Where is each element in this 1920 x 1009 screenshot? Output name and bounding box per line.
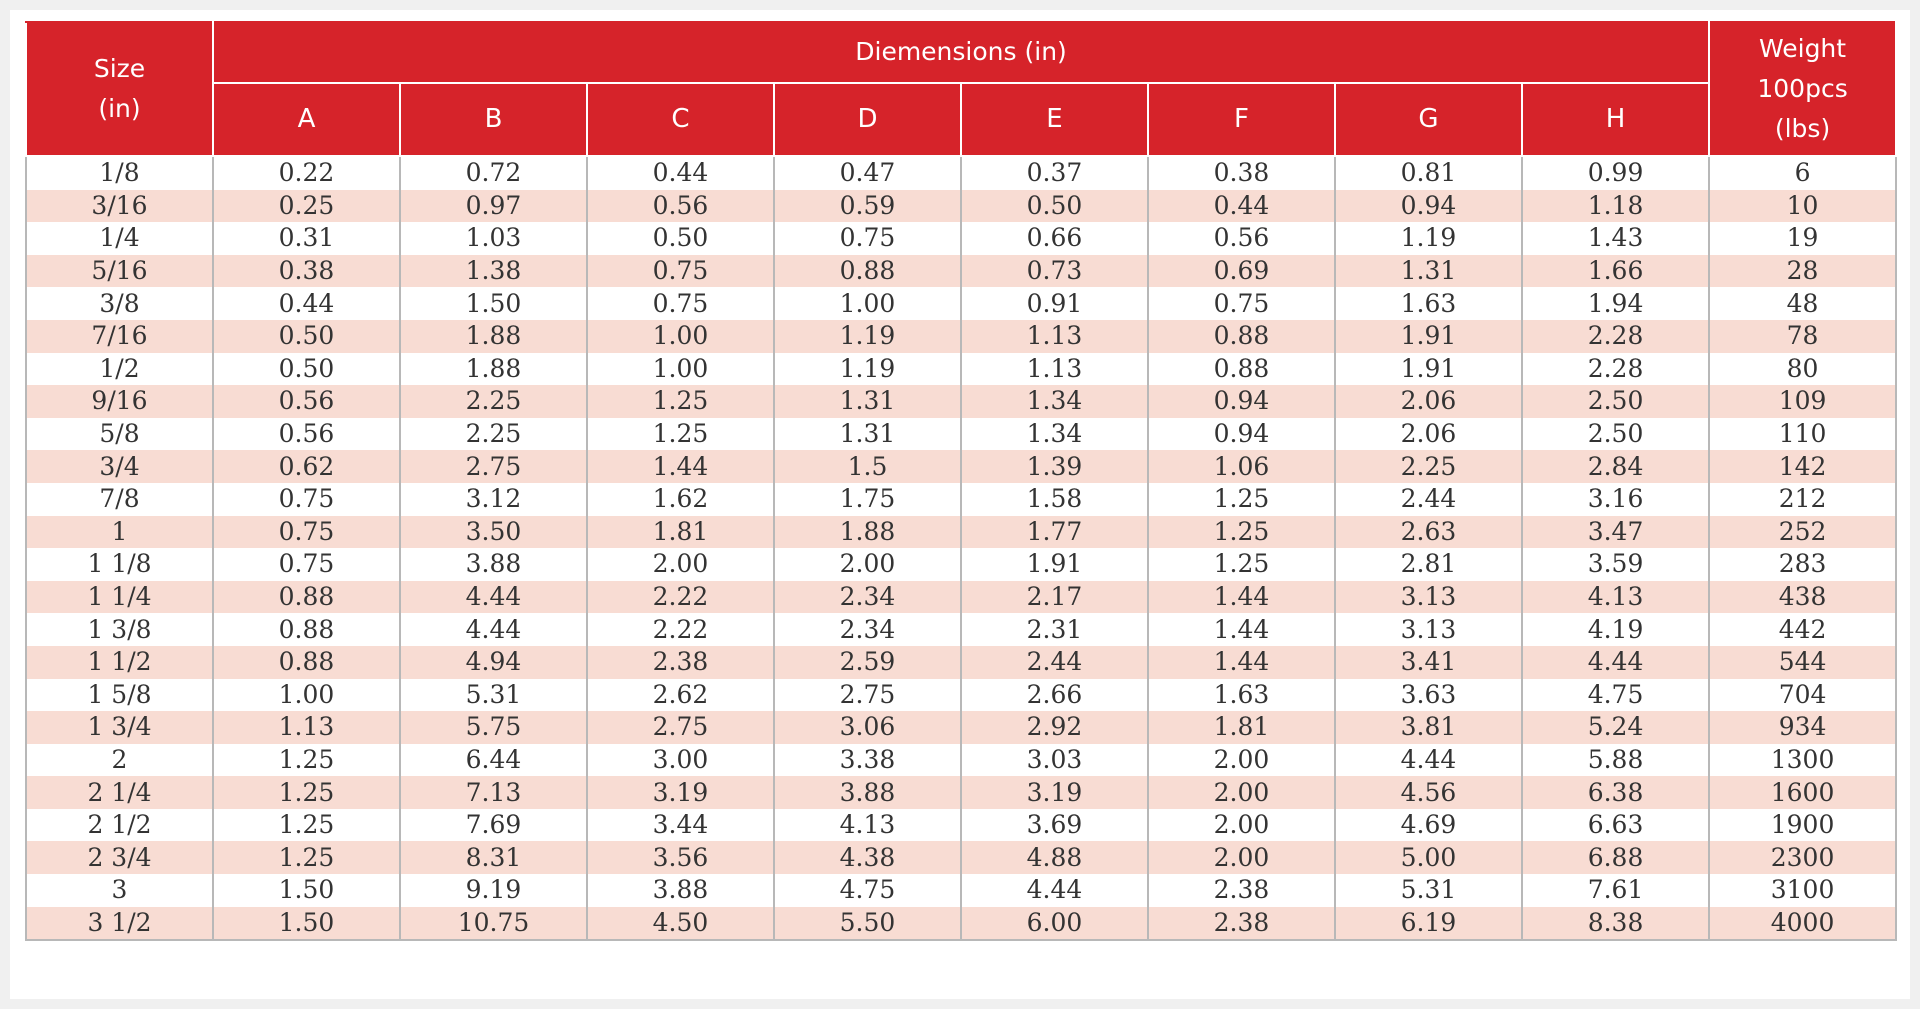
table-row (26, 874, 1896, 907)
table-cell: 2.44 (961, 646, 1148, 679)
table-cell: 3 (26, 874, 213, 907)
table-cell: 0.88 (1148, 353, 1335, 386)
table-cell: 1.25 (213, 776, 400, 809)
table-cell: 3.47 (1522, 516, 1709, 549)
table-cell: 1.91 (1335, 320, 1522, 353)
dimension-header-d: D (774, 83, 961, 156)
table-cell: 0.99 (1522, 156, 1709, 190)
table-cell: 1.5 (774, 450, 961, 483)
table-row (26, 450, 1896, 483)
table-cell: 4.50 (587, 907, 774, 941)
table-cell: 0.25 (213, 190, 400, 223)
table-cell: 6.44 (400, 744, 587, 777)
table-cell: 1.25 (213, 841, 400, 874)
weight-header-line1: Weight (1758, 34, 1847, 63)
table-cell: 3.19 (587, 776, 774, 809)
table-cell: 2.63 (1335, 516, 1522, 549)
table-cell: 2300 (1709, 841, 1896, 874)
table-cell: 0.72 (400, 156, 587, 190)
table-row (26, 809, 1896, 842)
table-cell: 4.75 (774, 874, 961, 907)
table-cell: 0.50 (213, 320, 400, 353)
table-cell: 0.50 (213, 353, 400, 386)
table-cell: 1.13 (961, 353, 1148, 386)
table-cell: 3100 (1709, 874, 1896, 907)
table-cell: 3.00 (587, 744, 774, 777)
table-cell: 7.69 (400, 809, 587, 842)
table-cell: 3/8 (26, 287, 213, 320)
table-cell: 1/4 (26, 222, 213, 255)
table-cell: 3.16 (1522, 483, 1709, 516)
table-row (26, 581, 1896, 614)
table-cell: 0.88 (213, 581, 400, 614)
table-cell: 8.31 (400, 841, 587, 874)
table-cell: 1.44 (1148, 613, 1335, 646)
table-cell: 212 (1709, 483, 1896, 516)
table-cell: 48 (1709, 287, 1896, 320)
table-cell: 934 (1709, 711, 1896, 744)
table-row (26, 222, 1896, 255)
table-cell: 1.58 (961, 483, 1148, 516)
table-cell: 9/16 (26, 385, 213, 418)
weight-column-header (1709, 22, 1896, 156)
table-cell: 0.38 (1148, 156, 1335, 190)
table-row (26, 287, 1896, 320)
table-cell: 1.88 (400, 320, 587, 353)
table-row (26, 548, 1896, 581)
table-cell: 1.34 (961, 418, 1148, 451)
table-row (26, 353, 1896, 386)
table-row (26, 776, 1896, 809)
table-cell: 4.69 (1335, 809, 1522, 842)
dimensions-group-header: Diemensions (in) (213, 22, 1709, 83)
table-cell: 2.00 (774, 548, 961, 581)
table-cell: 1.25 (1148, 483, 1335, 516)
table-cell: 1/8 (26, 156, 213, 190)
table-cell: 2.31 (961, 613, 1148, 646)
dimension-header-h: H (1522, 83, 1709, 156)
table-cell: 109 (1709, 385, 1896, 418)
dimensions-table (25, 21, 1897, 941)
table-cell: 0.75 (587, 255, 774, 288)
weight-header-line3: (lbs) (1774, 114, 1831, 143)
weight-header-line2: 100pcs (1757, 74, 1848, 103)
table-cell: 2 1/2 (26, 809, 213, 842)
dimension-header-a: A (213, 83, 400, 156)
table-cell: 4.88 (961, 841, 1148, 874)
table-row (26, 613, 1896, 646)
table-cell: 1.88 (774, 516, 961, 549)
table-cell: 1 1/2 (26, 646, 213, 679)
table-cell: 3.81 (1335, 711, 1522, 744)
table-cell: 0.88 (213, 646, 400, 679)
table-cell: 19 (1709, 222, 1896, 255)
table-cell: 0.75 (1148, 287, 1335, 320)
table-cell: 5.31 (400, 679, 587, 712)
table-cell: 1.25 (213, 809, 400, 842)
table-cell: 3.03 (961, 744, 1148, 777)
table-cell: 2.50 (1522, 418, 1709, 451)
table-cell: 1 1/4 (26, 581, 213, 614)
table-cell: 1.43 (1522, 222, 1709, 255)
table-cell: 5/8 (26, 418, 213, 451)
table-cell: 2 1/4 (26, 776, 213, 809)
table-cell: 3.88 (400, 548, 587, 581)
table-cell: 0.22 (213, 156, 400, 190)
table-cell: 2 (26, 744, 213, 777)
table-cell: 3/4 (26, 450, 213, 483)
table-cell: 1.91 (1335, 353, 1522, 386)
table-cell: 4.19 (1522, 613, 1709, 646)
table-cell: 4.44 (1335, 744, 1522, 777)
table-cell: 7/16 (26, 320, 213, 353)
table-cell: 4000 (1709, 907, 1896, 941)
table-cell: 4.13 (1522, 581, 1709, 614)
table-cell: 1.18 (1522, 190, 1709, 223)
table-cell: 6.00 (961, 907, 1148, 941)
table-cell: 5/16 (26, 255, 213, 288)
table-cell: 3.88 (587, 874, 774, 907)
table-cell: 1.88 (400, 353, 587, 386)
table-cell: 5.31 (1335, 874, 1522, 907)
table-cell: 0.38 (213, 255, 400, 288)
table-cell: 1600 (1709, 776, 1896, 809)
table-cell: 2.22 (587, 581, 774, 614)
table-cell: 4.38 (774, 841, 961, 874)
table-cell: 442 (1709, 613, 1896, 646)
table-cell: 5.88 (1522, 744, 1709, 777)
table-cell: 1.66 (1522, 255, 1709, 288)
table-header (26, 22, 1896, 156)
table-cell: 1 5/8 (26, 679, 213, 712)
dimension-letters-row (26, 83, 1896, 156)
table-cell: 2.92 (961, 711, 1148, 744)
table-cell: 2.81 (1335, 548, 1522, 581)
table-cell: 4.94 (400, 646, 587, 679)
table-cell: 0.44 (213, 287, 400, 320)
table-cell: 3.44 (587, 809, 774, 842)
table-cell: 2.75 (587, 711, 774, 744)
table-cell: 0.44 (587, 156, 774, 190)
table-cell: 0.88 (774, 255, 961, 288)
size-column-header (26, 22, 213, 156)
table-row (26, 320, 1896, 353)
table-cell: 6.19 (1335, 907, 1522, 941)
table-cell: 2.75 (774, 679, 961, 712)
table-cell: 2.00 (1148, 809, 1335, 842)
table-row (26, 385, 1896, 418)
table-cell: 1900 (1709, 809, 1896, 842)
table-cell: 2 3/4 (26, 841, 213, 874)
table-cell: 1.25 (587, 385, 774, 418)
dimension-header-g: G (1335, 83, 1522, 156)
table-cell: 0.31 (213, 222, 400, 255)
table-cell: 6.63 (1522, 809, 1709, 842)
table-cell: 5.75 (400, 711, 587, 744)
table-cell: 5.24 (1522, 711, 1709, 744)
table-row (26, 679, 1896, 712)
table-cell: 0.81 (1335, 156, 1522, 190)
table-cell: 28 (1709, 255, 1896, 288)
table-cell: 7/8 (26, 483, 213, 516)
table-cell: 9.19 (400, 874, 587, 907)
table-cell: 2.50 (1522, 385, 1709, 418)
table-cell: 1.44 (587, 450, 774, 483)
table-cell: 2.34 (774, 581, 961, 614)
table-cell: 1.00 (587, 353, 774, 386)
table-cell: 2.17 (961, 581, 1148, 614)
table-cell: 1.50 (213, 907, 400, 941)
table-cell: 4.44 (400, 613, 587, 646)
table-cell: 2.28 (1522, 353, 1709, 386)
table-cell: 1.19 (1335, 222, 1522, 255)
table-cell: 3.56 (587, 841, 774, 874)
table-cell: 3.19 (961, 776, 1148, 809)
dimension-header-c: C (587, 83, 774, 156)
table-cell: 6.88 (1522, 841, 1709, 874)
table-cell: 1.13 (961, 320, 1148, 353)
table-cell: 1.31 (774, 418, 961, 451)
table-cell: 0.37 (961, 156, 1148, 190)
table-cell: 1.63 (1148, 679, 1335, 712)
table-cell: 1.31 (1335, 255, 1522, 288)
table-cell: 2.28 (1522, 320, 1709, 353)
dimension-header-f: F (1148, 83, 1335, 156)
table-row (26, 516, 1896, 549)
table-cell: 3.06 (774, 711, 961, 744)
table-cell: 3.38 (774, 744, 961, 777)
table-cell: 3.13 (1335, 613, 1522, 646)
table-cell: 4.44 (961, 874, 1148, 907)
table-cell: 1.00 (774, 287, 961, 320)
table-cell: 0.44 (1148, 190, 1335, 223)
table-cell: 1.44 (1148, 581, 1335, 614)
table-cell: 0.88 (1148, 320, 1335, 353)
table-cell: 3.13 (1335, 581, 1522, 614)
table-cell: 283 (1709, 548, 1896, 581)
table-cell: 1.00 (213, 679, 400, 712)
table-cell: 0.97 (400, 190, 587, 223)
table-cell: 2.22 (587, 613, 774, 646)
table-cell: 2.34 (774, 613, 961, 646)
table-cell: 1.63 (1335, 287, 1522, 320)
table-cell: 2.00 (1148, 744, 1335, 777)
table-cell: 1.25 (1148, 516, 1335, 549)
table-cell: 2.25 (1335, 450, 1522, 483)
table-cell: 3/16 (26, 190, 213, 223)
table-cell: 0.88 (213, 613, 400, 646)
table-cell: 78 (1709, 320, 1896, 353)
table-cell: 1.91 (961, 548, 1148, 581)
table-cell: 1.25 (1148, 548, 1335, 581)
table-cell: 0.56 (213, 418, 400, 451)
table-cell: 10 (1709, 190, 1896, 223)
table-cell: 2.38 (587, 646, 774, 679)
table-cell: 1.77 (961, 516, 1148, 549)
size-header-line2: (in) (98, 94, 141, 123)
table-cell: 1.06 (1148, 450, 1335, 483)
table-cell: 1.81 (1148, 711, 1335, 744)
table-cell: 6 (1709, 156, 1896, 190)
table-cell: 1.62 (587, 483, 774, 516)
table-row (26, 711, 1896, 744)
table-cell: 1/2 (26, 353, 213, 386)
table-cell: 1.00 (587, 320, 774, 353)
table-body (26, 156, 1896, 940)
table-cell: 2.38 (1148, 907, 1335, 941)
table-cell: 2.06 (1335, 418, 1522, 451)
table-cell: 0.75 (587, 287, 774, 320)
table-cell: 704 (1709, 679, 1896, 712)
table-cell: 0.56 (213, 385, 400, 418)
table-cell: 0.75 (213, 483, 400, 516)
table-cell: 0.56 (587, 190, 774, 223)
table-cell: 10.75 (400, 907, 587, 941)
table-row (26, 255, 1896, 288)
table-row (26, 841, 1896, 874)
table-cell: 3.59 (1522, 548, 1709, 581)
size-header-line1: Size (93, 54, 146, 83)
table-cell: 2.84 (1522, 450, 1709, 483)
table-cell: 0.50 (587, 222, 774, 255)
table-cell: 0.75 (774, 222, 961, 255)
dimension-header-e: E (961, 83, 1148, 156)
table-cell: 110 (1709, 418, 1896, 451)
table-cell: 1.19 (774, 353, 961, 386)
table-cell: 8.38 (1522, 907, 1709, 941)
table-row (26, 418, 1896, 451)
table-row (26, 156, 1896, 190)
table-cell: 1.39 (961, 450, 1148, 483)
table-cell: 2.62 (587, 679, 774, 712)
table-cell: 4.13 (774, 809, 961, 842)
table-cell: 2.59 (774, 646, 961, 679)
table-cell: 0.62 (213, 450, 400, 483)
table-cell: 2.66 (961, 679, 1148, 712)
table-cell: 0.47 (774, 156, 961, 190)
table-cell: 0.94 (1335, 190, 1522, 223)
table-cell: 0.75 (213, 548, 400, 581)
table-cell: 1.81 (587, 516, 774, 549)
table-cell: 438 (1709, 581, 1896, 614)
table-cell: 3.69 (961, 809, 1148, 842)
table-cell: 142 (1709, 450, 1896, 483)
spec-sheet-frame (10, 10, 1910, 999)
table-cell: 2.00 (1148, 776, 1335, 809)
table-cell: 0.73 (961, 255, 1148, 288)
table-cell: 2.75 (400, 450, 587, 483)
table-cell: 0.50 (961, 190, 1148, 223)
table-cell: 5.00 (1335, 841, 1522, 874)
table-cell: 544 (1709, 646, 1896, 679)
table-cell: 1.19 (774, 320, 961, 353)
table-cell: 3.12 (400, 483, 587, 516)
table-cell: 1.13 (213, 711, 400, 744)
table-cell: 3.88 (774, 776, 961, 809)
table-cell: 0.56 (1148, 222, 1335, 255)
table-cell: 2.00 (587, 548, 774, 581)
table-cell: 1 (26, 516, 213, 549)
table-cell: 0.91 (961, 287, 1148, 320)
table-cell: 3.41 (1335, 646, 1522, 679)
table-row (26, 907, 1896, 941)
table-cell: 0.66 (961, 222, 1148, 255)
table-cell: 252 (1709, 516, 1896, 549)
table-cell: 1.34 (961, 385, 1148, 418)
table-cell: 2.00 (1148, 841, 1335, 874)
table-cell: 7.13 (400, 776, 587, 809)
table-cell: 1.31 (774, 385, 961, 418)
table-cell: 1.75 (774, 483, 961, 516)
table-row (26, 646, 1896, 679)
table-cell: 5.50 (774, 907, 961, 941)
table-cell: 4.56 (1335, 776, 1522, 809)
table-cell: 4.44 (400, 581, 587, 614)
table-cell: 4.44 (1522, 646, 1709, 679)
table-cell: 1.03 (400, 222, 587, 255)
table-cell: 4.75 (1522, 679, 1709, 712)
table-cell: 1.44 (1148, 646, 1335, 679)
table-cell: 7.61 (1522, 874, 1709, 907)
table-cell: 2.44 (1335, 483, 1522, 516)
table-cell: 1.25 (587, 418, 774, 451)
table-cell: 0.69 (1148, 255, 1335, 288)
table-row (26, 744, 1896, 777)
table-cell: 0.94 (1148, 385, 1335, 418)
table-cell: 1 3/4 (26, 711, 213, 744)
table-cell: 1.50 (400, 287, 587, 320)
table-row (26, 190, 1896, 223)
table-row (26, 483, 1896, 516)
table-cell: 3.50 (400, 516, 587, 549)
dimension-header-b: B (400, 83, 587, 156)
table-cell: 0.94 (1148, 418, 1335, 451)
table-cell: 1.94 (1522, 287, 1709, 320)
table-cell: 0.59 (774, 190, 961, 223)
table-cell: 1.38 (400, 255, 587, 288)
table-cell: 2.25 (400, 385, 587, 418)
table-cell: 6.38 (1522, 776, 1709, 809)
table-cell: 0.75 (213, 516, 400, 549)
table-cell: 3.63 (1335, 679, 1522, 712)
table-cell: 1.50 (213, 874, 400, 907)
table-cell: 80 (1709, 353, 1896, 386)
table-cell: 1 3/8 (26, 613, 213, 646)
table-cell: 3 1/2 (26, 907, 213, 941)
table-cell: 1 1/8 (26, 548, 213, 581)
table-cell: 1.25 (213, 744, 400, 777)
table-cell: 2.25 (400, 418, 587, 451)
table-cell: 2.06 (1335, 385, 1522, 418)
table-cell: 2.38 (1148, 874, 1335, 907)
table-cell: 1300 (1709, 744, 1896, 777)
